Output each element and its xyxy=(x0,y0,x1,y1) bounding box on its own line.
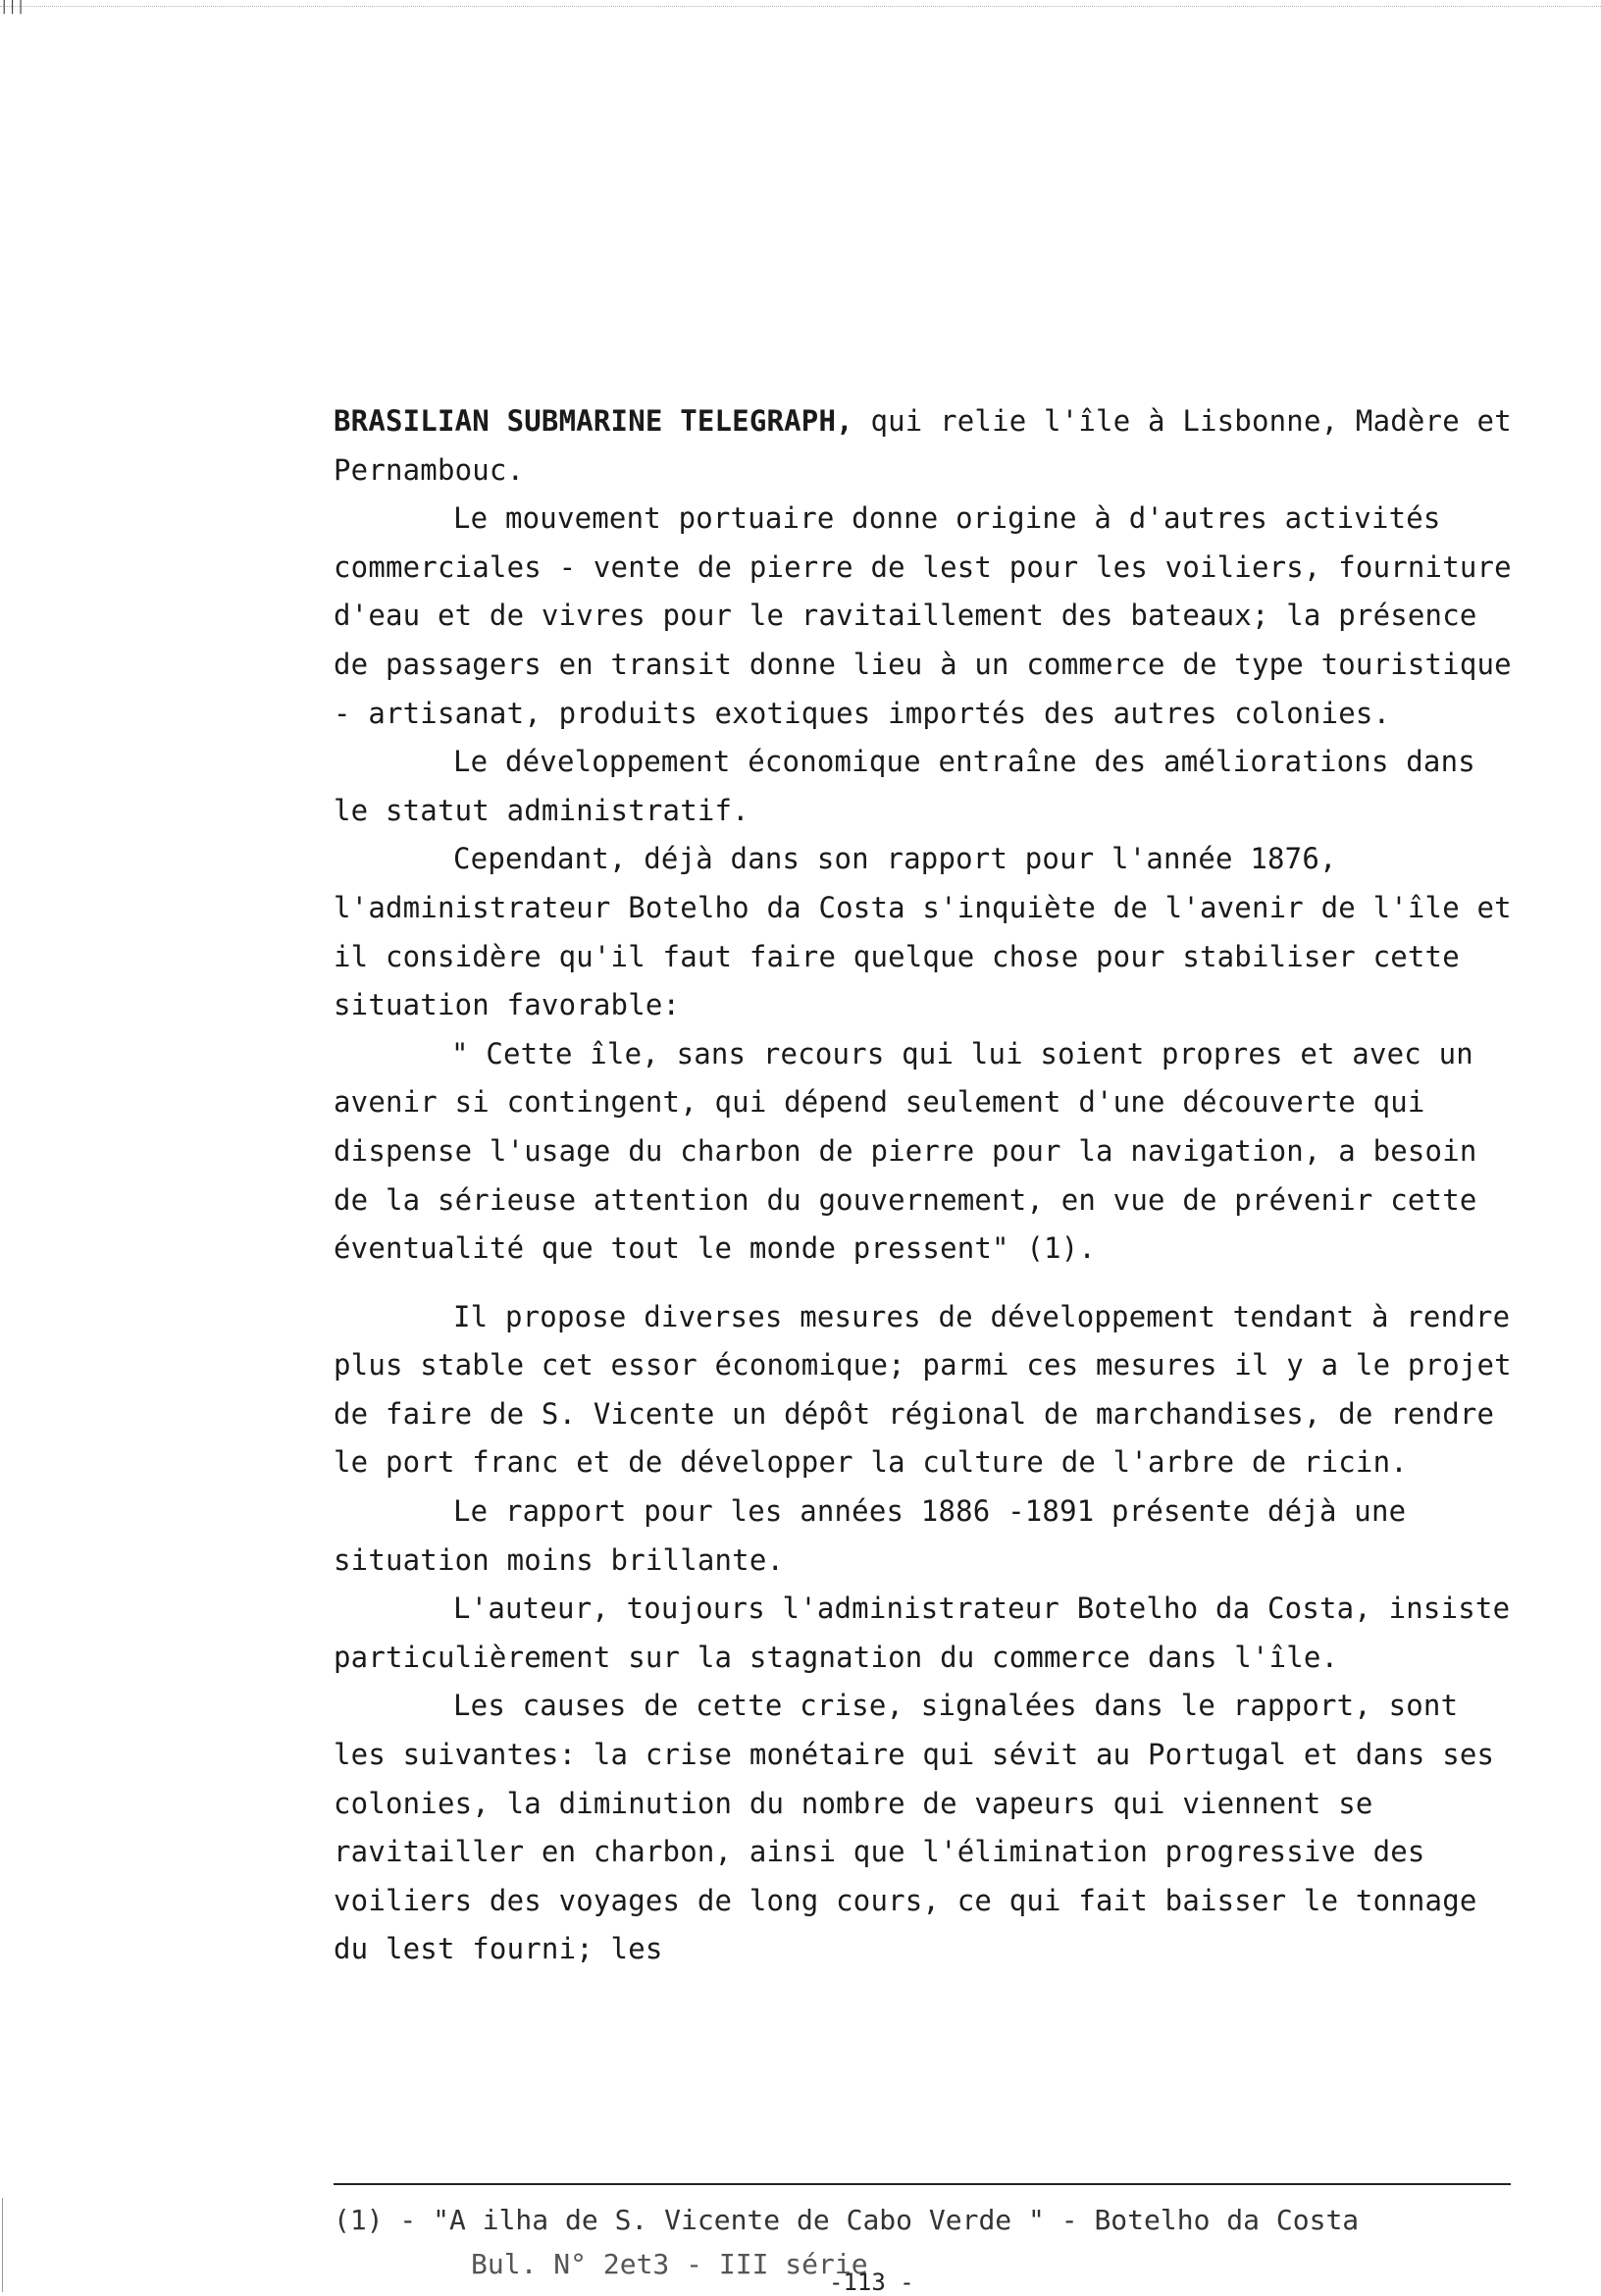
scan-corner-mark: ||| xyxy=(0,0,26,15)
paragraph-report-1876: Cependant, déjà dans son rapport pour l'année 1876, l'administrateur Botelho da Costa s'inquiète de l'avenir de l'île et il considère qu'il faut faire quelque chose pour stabiliser cette situation favorable: xyxy=(334,842,1512,1022)
telegraph-company-name: BRASILIAN SUBMARINE TELEGRAPH, xyxy=(334,404,853,438)
paragraph-crisis-causes: Les causes de cette crise, signalées dans le rapport, sont les suivantes: la crise monétaire qui sévit au Portugal et dans ses colonies, la diminution du nombre de vapeurs qui viennent se ravitailler en charbon, ainsi que l'élimination progressive des voiliers des voyages de long cours, ce qui fait baisser le tonnage du lest fourni; les xyxy=(334,1689,1495,1966)
footnote-citation: (1) - "A ilha de S. Vicente de Cabo Verde " - Botelho da Costa xyxy=(334,2204,1360,2236)
opening-text: qui relie l'île à Lisbonne, Madère et Pernambouc. xyxy=(334,404,1512,487)
paragraph-report-1886: Le rapport pour les années 1886 -1891 présente déjà une situation moins brillante. xyxy=(334,1494,1407,1577)
footnote-divider xyxy=(334,2183,1511,2185)
paragraph-port-activity: Le mouvement portuaire donne origine à d'autres activités commerciales - vente de pierre de lest pour les voiliers, fourniture d'eau et de vivres pour le ravitaillement des bateaux; la présence de passagers en transit donne lieu à un commerce de type touristique - artisanat, produits exotiques importés des autres colonies. xyxy=(334,501,1512,730)
footnote xyxy=(334,2198,1511,2286)
opening-paragraph xyxy=(334,397,1521,495)
paragraph-measures: Il propose diverses mesures de développement tendant à rendre plus stable cet essor économique; parmi ces mesures il y a le projet de faire de S. Vicente un dépôt régional de marchandises, de rendre le port franc et de développer la culture de l'arbre de ricin. xyxy=(334,1299,1512,1480)
paragraph-development: Le développement économique entraîne des améliorations dans le statut administratif. xyxy=(334,745,1475,827)
scan-left-edge xyxy=(2,2198,3,2292)
scan-dotted-edge xyxy=(0,6,1601,7)
document-body xyxy=(334,397,1521,1974)
page-number: -113 - xyxy=(829,2269,914,2296)
paragraph-stagnation: L'auteur, toujours l'administrateur Botelho da Costa, insiste particulièrement sur la stagnation du commerce dans l'île. xyxy=(334,1592,1511,1674)
report-quotation: " Cette île, sans recours qui lui soient propres et avec un avenir si contingent, qui dépend seulement d'une découverte qui dispense l'usage du charbon de pierre pour la navigation, a besoin de la sérieuse attention du gouvernement, en vue de prévenir cette éventualité que tout le monde pressent" (1). xyxy=(334,1036,1477,1266)
footnote-bulletin: Bul. N° 2et3 - III série xyxy=(471,2248,868,2280)
